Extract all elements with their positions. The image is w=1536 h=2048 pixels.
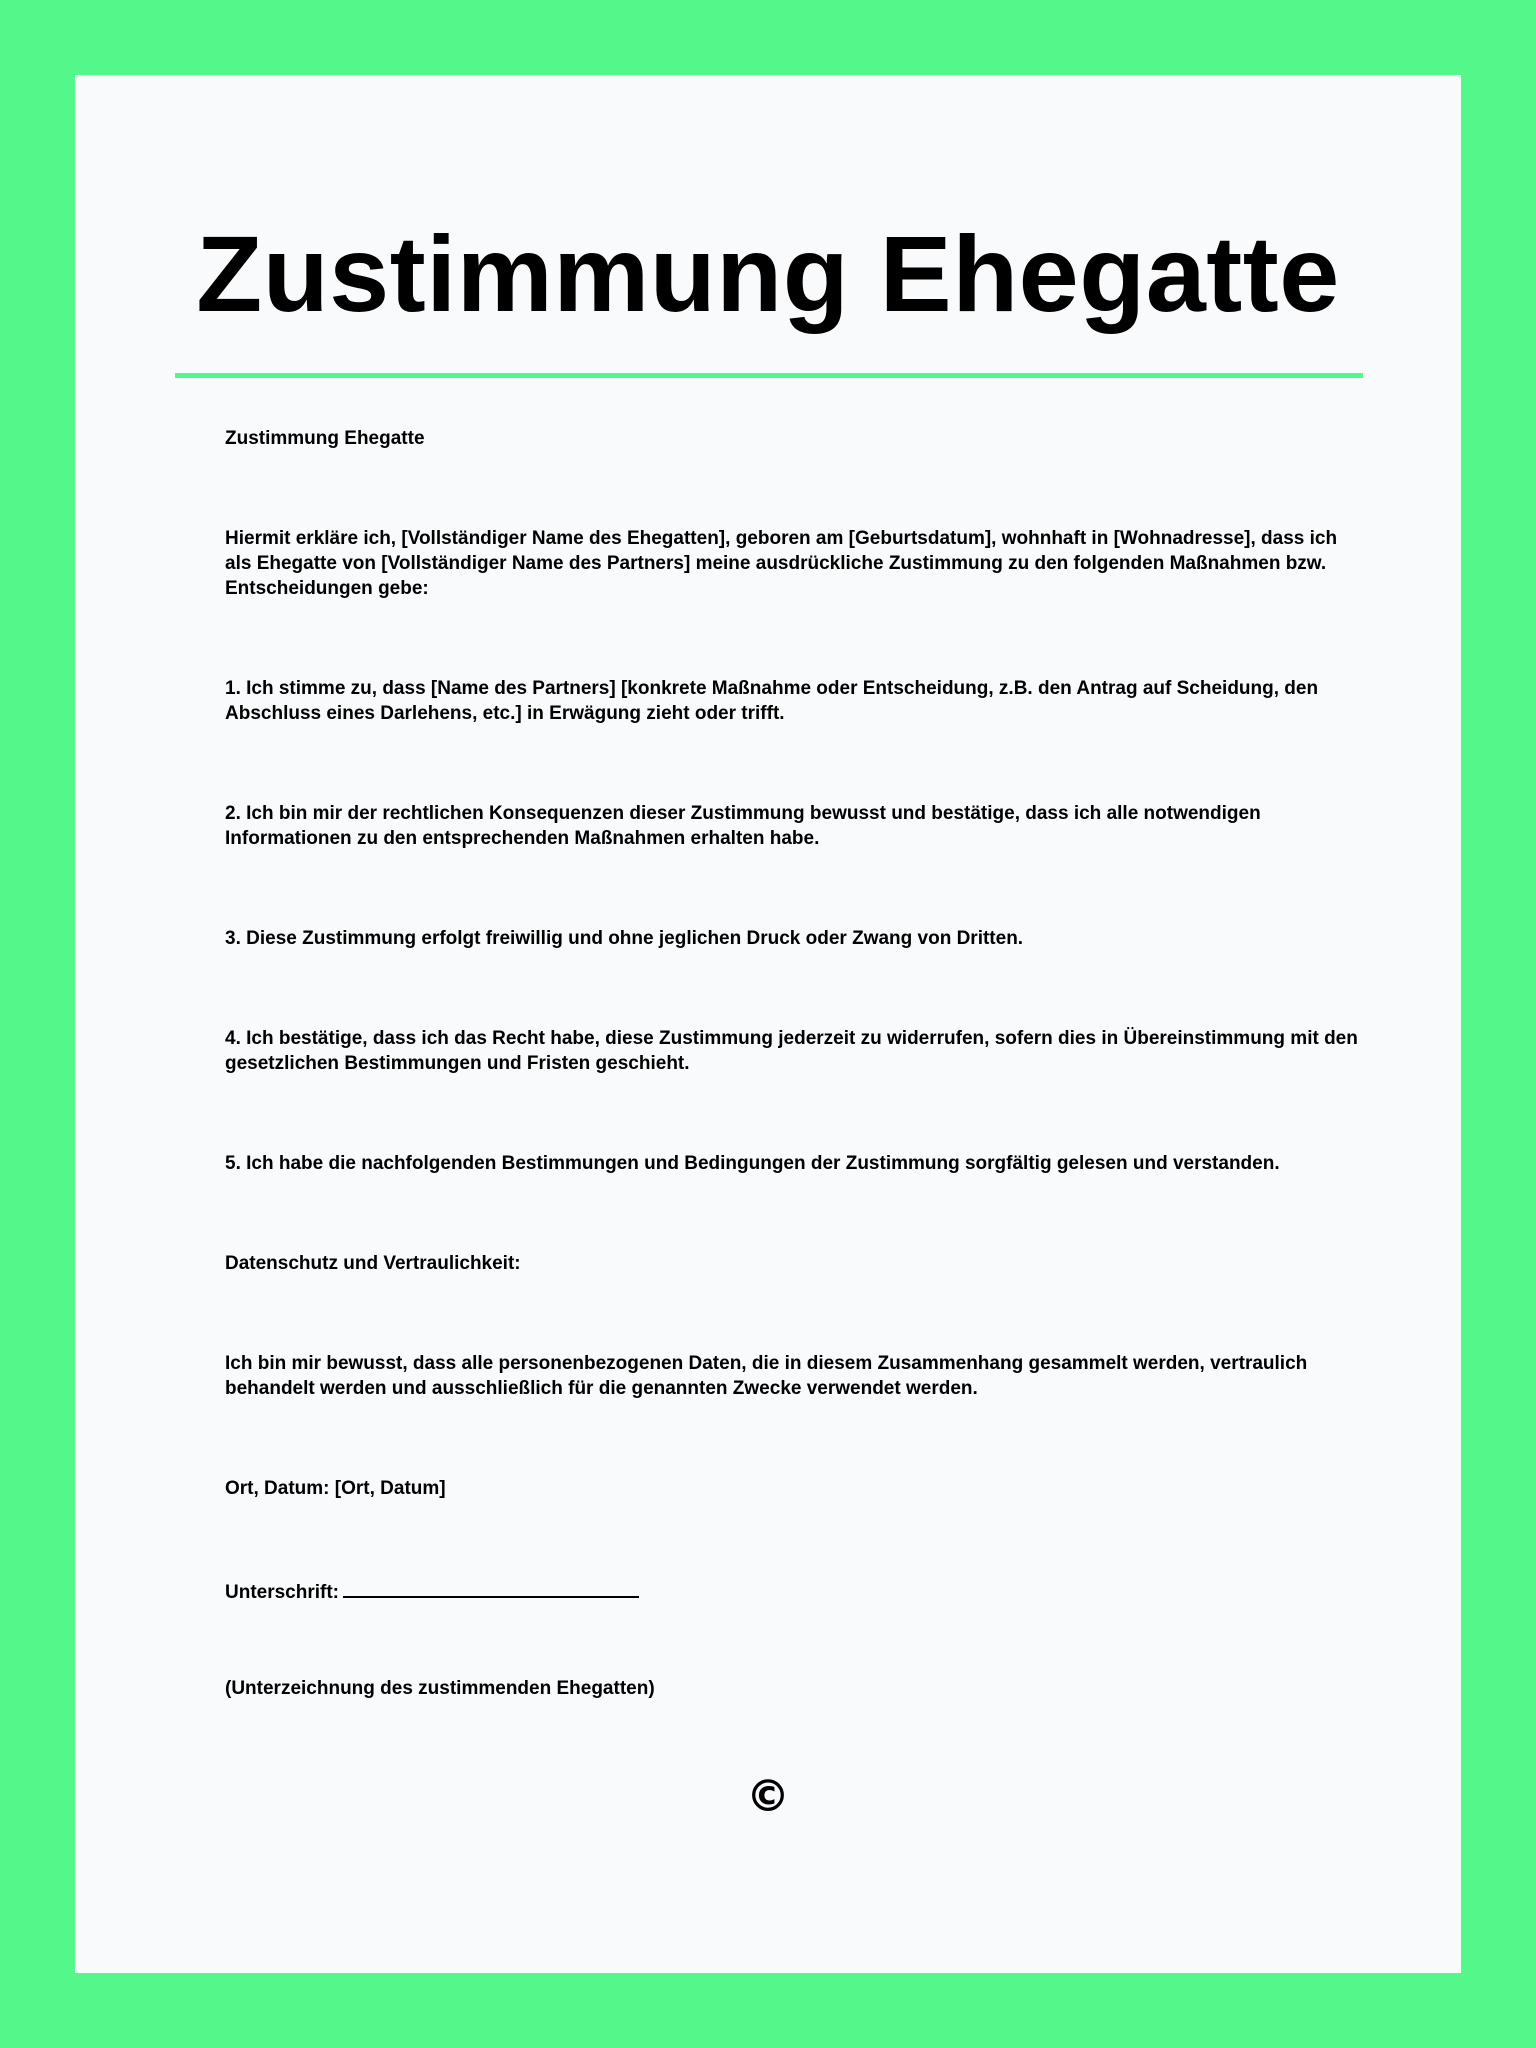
privacy-heading: Datenschutz und Vertraulichkeit: [225, 1253, 521, 1274]
document-heading: Zustimmung Ehegatte [225, 428, 425, 449]
copyright-icon: © [746, 1771, 790, 1822]
intro-paragraph: Hiermit erkläre ich, [Vollständiger Name des Ehegatten], geboren am [Geburtsdatum], wohnhaft in [Wohnadresse], dass ich als Ehegatte von [Vollständiger Name des Partners] meine ausdrückliche Zustimmung zu den folgenden Maßnahmen bzw. Entscheidungen gebe: [225, 528, 1338, 599]
signature-label: Unterschrift: [225, 1582, 340, 1603]
signature-row [225, 1576, 1365, 1605]
signature-line[interactable] [343, 1576, 639, 1598]
place-date-line: Ort, Datum: [Ort, Datum] [225, 1478, 446, 1499]
clause-4: 4. Ich bestätige, dass ich das Recht habe, diese Zustimmung jederzeit zu widerrufen, sofern dies in Übereinstimmung mit den gesetzlichen Bestimmungen und Fristen geschieht. [225, 1028, 1358, 1074]
clause-1: 1. Ich stimme zu, dass [Name des Partners] [konkrete Maßnahme oder Entscheidung, z.B. den Antrag auf Scheidung, den Abschluss eines Darlehens, etc.] in Erwägung zieht oder trifft. [225, 678, 1319, 724]
privacy-paragraph: Ich bin mir bewusst, dass alle personenbezogenen Daten, die in diesem Zusammenhang gesammelt werden, vertraulich behandelt werden und ausschließlich für die genannten Zwecke verwendet werden. [225, 1353, 1308, 1399]
document-page [75, 75, 1461, 1973]
clause-5: 5. Ich habe die nachfolgenden Bestimmungen und Bedingungen der Zustimmung sorgfältig gelesen und verstanden. [225, 1153, 1280, 1174]
document-title: Zustimmung Ehegatte [196, 213, 1340, 334]
title-divider [175, 373, 1363, 378]
clause-2: 2. Ich bin mir der rechtlichen Konsequenzen dieser Zustimmung bewusst und bestätige, dass ich alle notwendigen Informationen zu den entsprechenden Maßnahmen erhalten habe. [225, 803, 1261, 849]
signature-note: (Unterzeichnung des zustimmenden Ehegatten) [225, 1678, 655, 1699]
clause-3: 3. Diese Zustimmung erfolgt freiwillig und ohne jeglichen Druck oder Zwang von Dritten. [225, 928, 1024, 949]
